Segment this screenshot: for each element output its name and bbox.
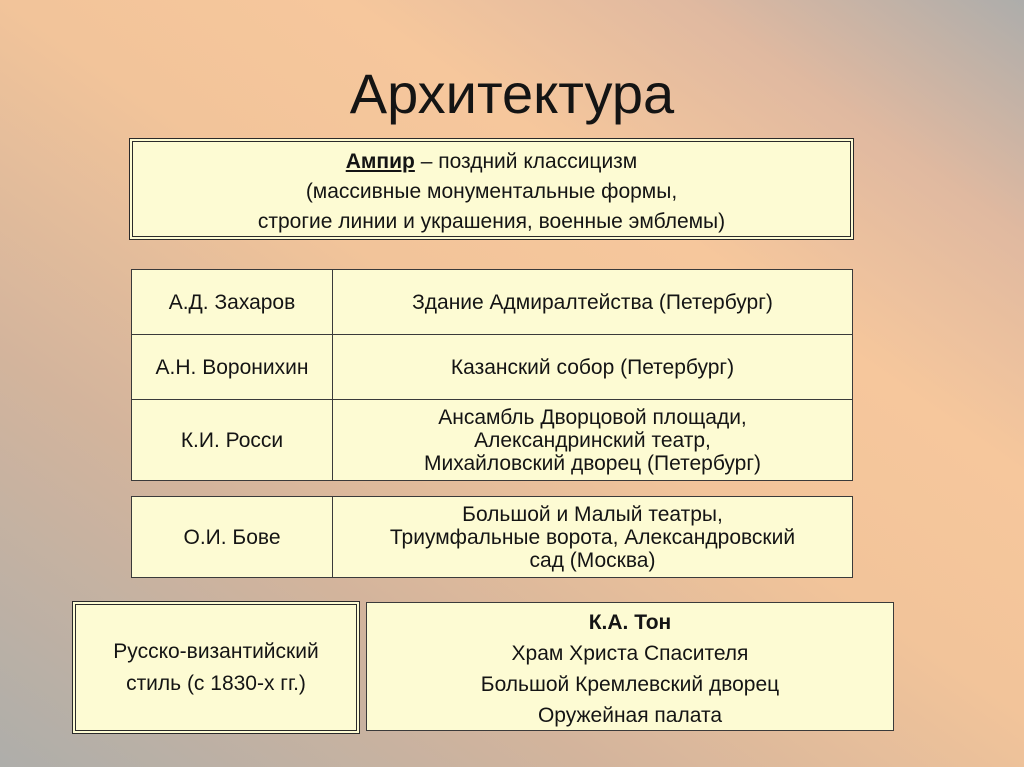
- empire-definition: – поздний классицизм: [414, 150, 638, 173]
- architect-name: О.И. Бове: [132, 497, 333, 578]
- empire-term: Ампир: [345, 150, 415, 173]
- architect-works: [333, 400, 853, 481]
- table-row-rossi: [132, 400, 853, 481]
- architect-name: К.И. Росси: [132, 400, 333, 481]
- architect-works: [333, 335, 853, 400]
- empire-line-1: [133, 147, 850, 177]
- architect-name: А.Д. Захаров: [132, 270, 333, 335]
- russo-byzantine-text: [113, 636, 318, 700]
- russo-byzantine-line-2: стиль (с 1830-х гг.): [126, 671, 306, 695]
- empire-definition-box: [129, 138, 854, 240]
- work-line: Триумфальные ворота, Александровский: [389, 525, 796, 549]
- work-line: Казанский собор (Петербург): [450, 355, 735, 379]
- work-line: Здание Адмиралтейства (Петербург): [412, 290, 773, 314]
- ton-works-box: [366, 602, 894, 731]
- russo-byzantine-line-1: Русско-византийский: [113, 639, 319, 663]
- bove-table: [131, 496, 853, 578]
- ton-work: Оружейная палата: [537, 704, 723, 727]
- work-line: Большой и Малый театры,: [462, 502, 723, 526]
- architect-name: А.Н. Воронихин: [132, 335, 333, 400]
- work-line: Александринский театр,: [474, 428, 711, 452]
- work-line: сад (Москва): [529, 548, 656, 572]
- architect-works: [333, 497, 853, 578]
- ton-work: Храм Христа Спасителя: [511, 642, 749, 665]
- table-row-bove: [132, 497, 853, 578]
- empire-line-3: строгие линии и украшения, военные эмблемы): [257, 210, 726, 233]
- empire-line-2: (массивные монументальные формы,: [305, 180, 678, 203]
- ton-work: Большой Кремлевский дворец: [480, 673, 780, 696]
- work-line: Ансамбль Дворцовой площади,: [438, 405, 747, 429]
- ton-name: К.А. Тон: [588, 611, 672, 634]
- table-row-voronikhin: [132, 335, 853, 400]
- architect-works: [333, 270, 853, 335]
- slide-title: Архитектура: [349, 62, 675, 125]
- empire-architects-table: [131, 269, 853, 481]
- russo-byzantine-style-box: [72, 601, 360, 734]
- table-row-zakharov: [132, 270, 853, 335]
- work-line: Михайловский дворец (Петербург): [423, 451, 761, 475]
